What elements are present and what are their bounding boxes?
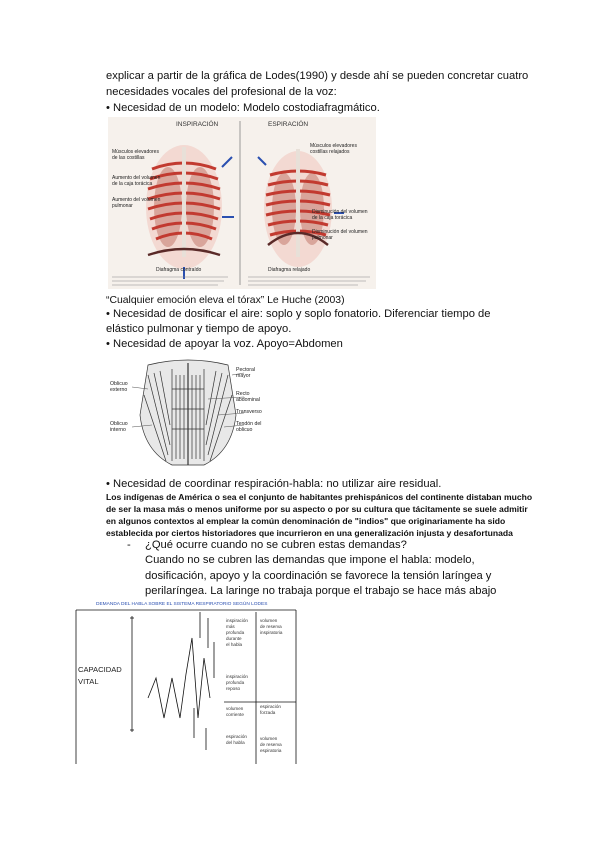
answer-line: dosificación, apoyo y la coordinación se favorece la tensión laríngea y: [145, 570, 492, 582]
fig3-note: inspiratoria: [260, 630, 283, 635]
abdominal-muscles-diagram: [108, 355, 268, 469]
fig2-label: Transverso: [236, 409, 262, 415]
fig3-note: espiración: [260, 704, 281, 709]
fig3-note: de reserva: [260, 742, 282, 747]
fig1-label: Disminución del volumen: [312, 209, 368, 215]
fig1-label: de las costillas: [112, 155, 145, 161]
paragraph-line: establecida por ciertos historiadores que incurrieron en una generalización injusta y desafortunada: [106, 528, 513, 538]
fig1-label: Disminución del volumen: [312, 229, 368, 235]
fig3-note: volumen: [260, 736, 278, 741]
fig1-left-title: INSPIRACIÓN: [176, 121, 219, 128]
answer-line: Cuando no se cubren las demandas que impone el habla: modelo,: [145, 554, 475, 566]
fig3-note: de reserva: [260, 624, 282, 629]
fig3-title: DEMANDA DEL HABLA SOBRE EL SISTEMA RESPIRATORIO SEGÚN LODES: [96, 602, 268, 607]
question: ¿Qué ocurre cuando no se cubren estas demandas?: [145, 539, 407, 551]
fig1-label: Aumento del volumen: [112, 175, 161, 181]
fig3-note: profunda: [226, 630, 245, 635]
quote: “Cualquier emoción eleva el tórax” Le Huche (2003): [106, 295, 345, 306]
fig2-label: externo: [110, 387, 128, 393]
body-line: explicar a partir de la gráfica de Lodes(1990) y desde ahí se pueden concretar cuatro: [106, 70, 529, 82]
fig3-note: más: [226, 624, 235, 629]
fig1-label: costillas relajados: [310, 149, 350, 155]
dash-bullet: -: [127, 539, 131, 551]
fig3-note: reposo: [226, 686, 241, 691]
paragraph-line: Los indígenas de América o sea el conjunto de habitantes prehispánicos del continente distaban mucho: [106, 492, 533, 502]
fig1-label: Músculos elevadores: [310, 143, 357, 149]
fig1-label: Aumento del volumen: [112, 197, 161, 203]
fig3-note: inspiración: [226, 674, 248, 679]
bullet-coordinate: • Necesidad de coordinar respiración-habla: no utilizar aire residual.: [106, 478, 442, 490]
fig1-label: pulmonar: [312, 235, 333, 241]
paragraph-line: de ser la masa más o menos uniforme por su aspecto o por su cultura que tácitamente se suele admitir: [106, 504, 528, 514]
answer-line: perilaríngea. La laringe no trabaja porque el trabajo se hace más abajo: [145, 585, 497, 597]
fig1-label: de la caja torácica: [312, 215, 353, 221]
fig3-axis-label: CAPACIDAD: [78, 665, 122, 674]
fig3-note: espiración: [226, 734, 247, 739]
fig3-note: espiratoria: [260, 748, 282, 753]
fig2-label: Oblicuo: [110, 381, 128, 387]
fig1-label: Diafragma contraído: [156, 267, 202, 273]
fig3-note: volumen: [260, 618, 278, 623]
paragraph-line: en algunos contextos al emplear la común denominación de "indios" que originariamente ha sido: [106, 516, 506, 526]
fig2-label: Tendón del: [236, 421, 262, 427]
fig1-label: pulmonar: [112, 203, 133, 209]
breathing-diagram: [108, 117, 376, 289]
fig3-note: forzada: [260, 710, 276, 715]
fig1-label: Diafragma relajado: [268, 267, 311, 273]
bullet-dose: • Necesidad de dosificar el aire: soplo y soplo fonatorio. Diferenciar tiempo de: [106, 308, 491, 320]
fig3-note: durante: [226, 636, 242, 641]
fig3-note: profunda: [226, 680, 245, 685]
fig1-right-title: ESPIRACIÓN: [268, 121, 309, 128]
fig2-label: oblicuo: [236, 427, 253, 433]
fig2-label: abdominal: [236, 397, 260, 403]
fig3-note: volumen: [226, 706, 244, 711]
fig1-label: de la caja torácica: [112, 181, 153, 187]
fig3-axis-label: VITAL: [78, 677, 99, 686]
fig3-note: inspiración: [226, 618, 248, 623]
fig2-label: Pectoral: [236, 367, 256, 373]
fig3-note: el habla: [226, 642, 243, 647]
bullet-support: • Necesidad de apoyar la voz. Apoyo=Abdomen: [106, 338, 343, 350]
lodes-vital-capacity-diagram: [74, 598, 298, 766]
fig2-label: mayor: [236, 373, 251, 379]
bullet-dose-cont: elástico pulmonar y tiempo de apoyo.: [106, 323, 292, 335]
fig3-note: del habla: [226, 740, 245, 745]
fig2-label: Recto: [236, 391, 250, 397]
fig2-label: interno: [110, 427, 126, 433]
body-line: necesidades vocales del profesional de la voz:: [106, 86, 337, 98]
fig2-label: Oblicuo: [110, 421, 128, 427]
bullet-model: • Necesidad de un modelo: Modelo costodiafragmático.: [106, 102, 380, 114]
fig1-label: Músculos elevadores: [112, 149, 159, 155]
fig3-note: corriente: [226, 712, 244, 717]
